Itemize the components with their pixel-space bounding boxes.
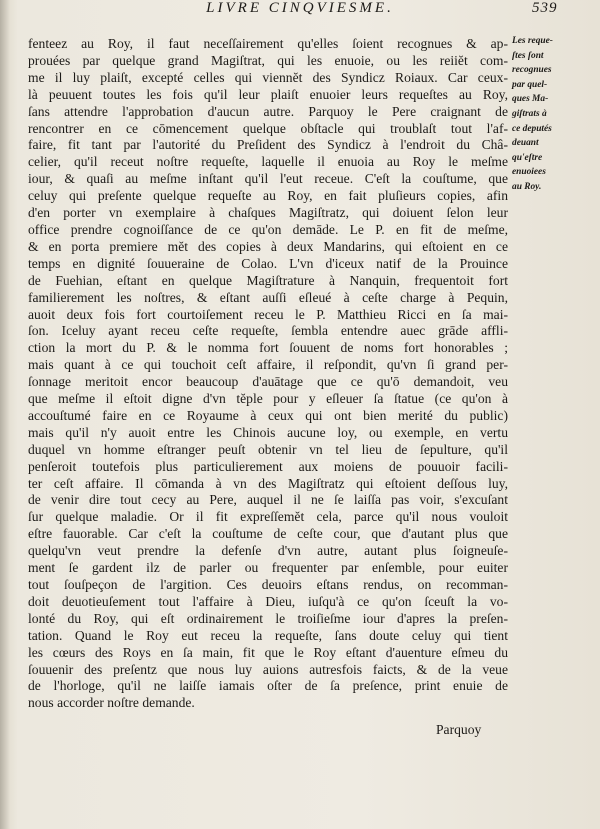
text-line: ſur quelque maladie. Or il fit expreſſemĕt cela, parce qu'il nous vouloit bbox=[28, 509, 508, 525]
text-line: celuy qui preſente quelque requeſte au Roy, en fait pluſieurs copies, afin bbox=[28, 188, 508, 204]
margin-note-line: ques Ma- bbox=[512, 94, 549, 105]
margin-note-line: ce deputés bbox=[512, 123, 552, 134]
text-line: de venir dire tout cecy au Pere, auquel il ne ſe laiſſa pas voir, s'excuſant bbox=[28, 492, 508, 508]
text-line: & en porta premiere mĕt des copies à deux Mandarins, qui eſtoient en ce bbox=[28, 238, 508, 254]
text-line: iour, & quaſi au meſme inſtant qu'il l'eut receue. C'eſt la couſtume, que bbox=[28, 171, 508, 187]
margin-note-line: recognues bbox=[512, 65, 552, 76]
margin-note-line: enuoiees bbox=[512, 167, 546, 178]
text-line: duquel vn homme eſtranger peuſt obtenir vn tel lieu de ſepulture, qu'il bbox=[28, 441, 508, 457]
text-line: que meſme il eſtoit digne d'vn tĕple pour y eſleuer ſa ſtatue (ce qu'on à bbox=[28, 391, 508, 407]
text-line: les cœurs des Roys en ſa main, fit que le Roy eſtant d'auenture eſmeu du bbox=[28, 644, 508, 660]
margin-note-line: deuant bbox=[512, 138, 539, 149]
text-line: ſon. Iceluy ayant receu ceſte requeſte, ſembla entendre auec grāde affli- bbox=[28, 323, 508, 339]
text-line: tation. Quand le Roy eut receu la requeſte, ſans doute celuy qui tient bbox=[28, 627, 508, 643]
text-line: doit deuotieuſement tout l'affaire à Dieu, iuſqu'à ce qu'on ſceuſt la vo- bbox=[28, 593, 508, 609]
margin-note bbox=[512, 34, 578, 195]
text-line: de l'horloge, qu'il ne laiſſe iamais oſter de ſa preſence, print enuie de bbox=[28, 678, 508, 694]
text-line: faire, fit tant par l'autorité du Preſident des Syndicz à l'endroit du Châ- bbox=[28, 137, 508, 153]
text-line: penſeroit toutefois plus particulierement aux moiens de pouuoir facili- bbox=[28, 458, 508, 474]
text-line: temps en dignité ſouueraine de Colao. L'vn d'iceux natif de la Prouince bbox=[28, 255, 508, 271]
text-line: ſouuenir des preſentz que nous luy auions autresfois faicts, & de la veue bbox=[28, 661, 508, 677]
margin-note-line: Les reque- bbox=[512, 36, 553, 46]
text-line: rencontrer en ce cōmencement quelque obſtacle qui troublaſt tout l'af- bbox=[28, 120, 508, 136]
text-line: ment ſe gardent ilz de parler ou frequenter par enſemble, pour euiter bbox=[28, 560, 508, 576]
text-line: lonté du Roy, qui eſt ordinairement le troiſieſme iour d'apres la preſen- bbox=[28, 610, 508, 626]
page-number: 539 bbox=[532, 0, 558, 16]
text-line: là peuuent toutes les fois qu'il leur plaiſt enuoier leurs requeſtes au Roy, bbox=[28, 86, 508, 102]
running-title: LIVRE CINQVIESME. bbox=[206, 0, 394, 16]
margin-note-line: au Roy. bbox=[512, 181, 542, 192]
text-line: d'en porter vn exemplaire à chaſques Magiſtratz, qui doiuent ſelon leur bbox=[28, 205, 508, 221]
text-line: me il luy plaiſt, excepté celles qui viennĕt des Syndicz Roiaux. Car ceux- bbox=[28, 69, 508, 85]
text-line: mais qu'il n'y auoit entre les Chinois aucune loy, ou exemple, en vertu bbox=[28, 424, 508, 440]
text-line: mais quant à ce qui touchoit ceſt affaire, il reſpondit, qu'vn ſi grand per- bbox=[28, 357, 508, 373]
text-line: celier, qu'il receut noſtre requeſte, laquelle il enuoia au Roy le meſme bbox=[28, 154, 508, 170]
text-line: office prendre cognoiſſance de ce qu'on demāde. Le P. en fit de meſme, bbox=[28, 221, 508, 237]
body-text bbox=[28, 36, 508, 712]
spine-shadow bbox=[0, 0, 10, 829]
text-line: ction la mort du P. & le nomma fort ſouuent de noms fort honorables ; bbox=[28, 340, 508, 356]
text-line: auoit deux fois fort courtoiſement receu le P. Matthieu Ricci en ſa mai- bbox=[28, 306, 508, 322]
text-line: prouées par quelque grand Magiſtrat, qui les enuoie, ou les reiiĕt com- bbox=[28, 52, 508, 68]
text-line: familierement les noſtres, & eſtant auſſi eſleué à ceſte charge à Pequin, bbox=[28, 289, 508, 305]
text-line: ſans attendre l'approbation d'aucun autre. Parquoy le Pere craignant de bbox=[28, 103, 508, 119]
text-line: tout ſouſpeçon de l'argition. Ces deuoirs eſtans rendus, on recomman- bbox=[28, 577, 508, 592]
margin-note-line: par quel- bbox=[512, 79, 548, 90]
text-line: de Fuehian, eſtant en quelque Magiſtrature à Nanquin, frequentoit fort bbox=[28, 272, 508, 288]
text-line: eſtre fauorable. Car c'eſt la couſtume de ceſte cour, que d'autant plus que bbox=[28, 526, 508, 542]
text-line: ſonnage meritoit encor beaucoup d'auātage que ce qu'ō demandoit, veu bbox=[28, 374, 508, 390]
text-line: nous accorder noſtre demande. bbox=[28, 695, 195, 711]
margin-note-line: ſtes ſont bbox=[512, 50, 544, 61]
text-line: ter ceſt affaire. Il cōmanda à vn des Magiſtratz qui eſtoient deſſous luy, bbox=[28, 475, 508, 491]
text-line: fenteez au Roy, il faut neceſſairement qu'elles ſoient recognues & ap- bbox=[28, 36, 508, 51]
text-line: accouſtumé faire en ce Royaume à ceux qui ont bien merité du public) bbox=[28, 407, 508, 423]
margin-note-line: giſtrats à bbox=[512, 108, 547, 119]
text-line: quelqu'vn veut prendre la defenſe d'vn autre, autant plus ſoigneuſe- bbox=[28, 543, 508, 559]
catchword: Parquoy bbox=[436, 722, 482, 737]
margin-note-line: qu'eſtre bbox=[512, 152, 543, 163]
